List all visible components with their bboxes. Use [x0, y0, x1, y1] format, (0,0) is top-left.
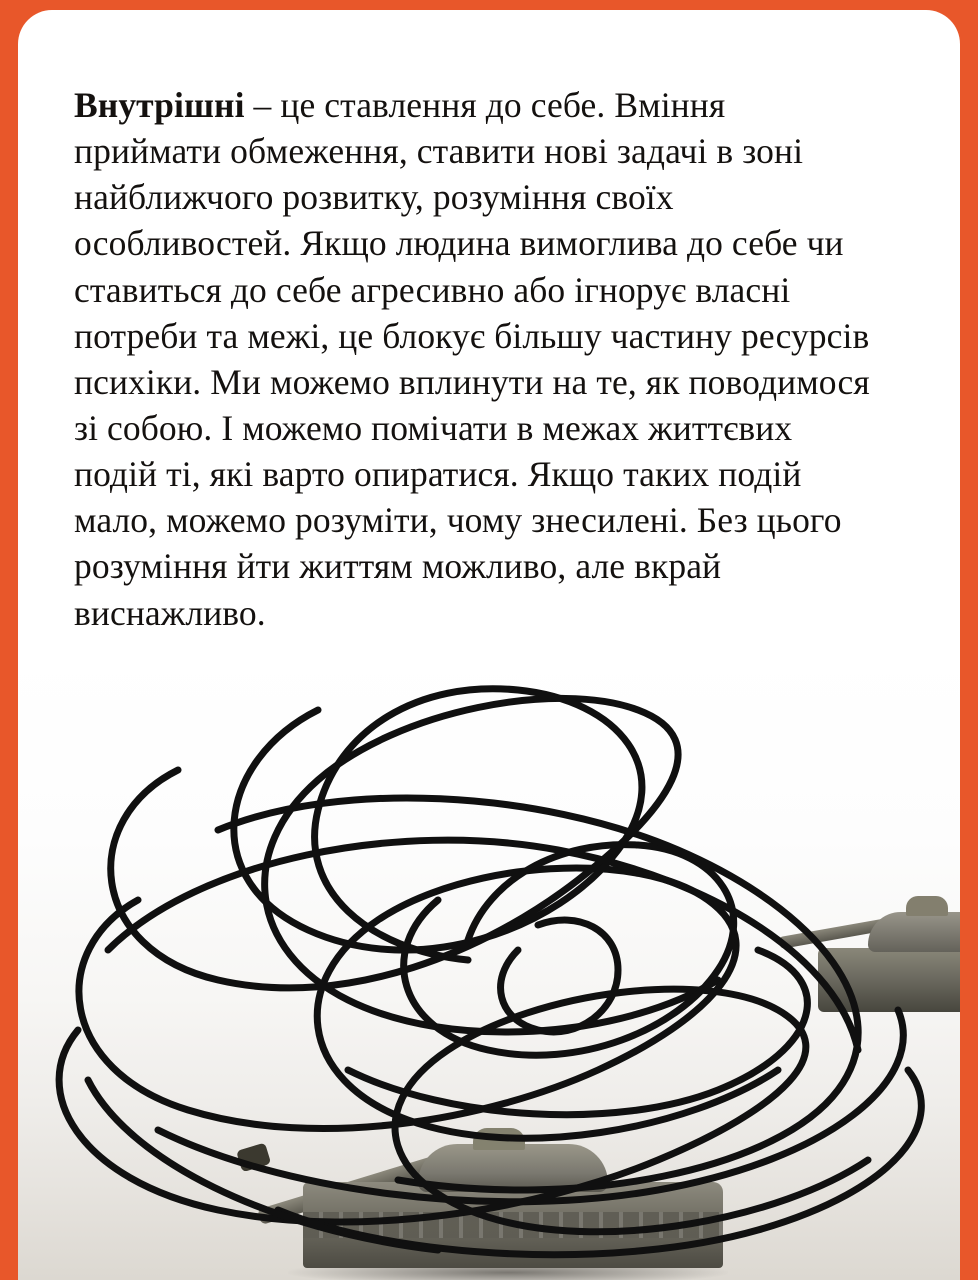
- article-lead-word: Внутрішні: [74, 85, 245, 125]
- tank-main-turret: [418, 1144, 608, 1192]
- content-card: [18, 10, 960, 1280]
- article-body-text: – це ставлення до себе. Вміння приймати обмеження, ставити нові задачі в зоні найближчого розвитку, розуміння своїх особливостей. Якщо людина вимоглива до себе чи ставиться до себе агресивно або ігнорує власні потреби та межі, це блокує більшу частину ресурсів психіки. Ми можемо вплинути на те, як поводимося зі собою. І можемо помічати в межах життєвих подій ті, які варто опиратися. Якщо таких подій мало, можемо розуміти, чому знесилені. Без цього розуміння йти життям можливо, але вкрай виснажливо.: [74, 85, 870, 633]
- tank-main-icon: [268, 1120, 738, 1280]
- tank-main-cupola: [473, 1128, 525, 1150]
- illustration-photo: [18, 650, 960, 1280]
- tank-main-skirt: [303, 1212, 723, 1238]
- tank-right-hull: [818, 948, 960, 1012]
- tank-right-cupola: [906, 896, 948, 916]
- article-paragraph: [74, 82, 874, 636]
- tank-right-icon: [778, 890, 960, 1020]
- card-content: [18, 10, 960, 1280]
- tank-right-turret: [868, 912, 960, 952]
